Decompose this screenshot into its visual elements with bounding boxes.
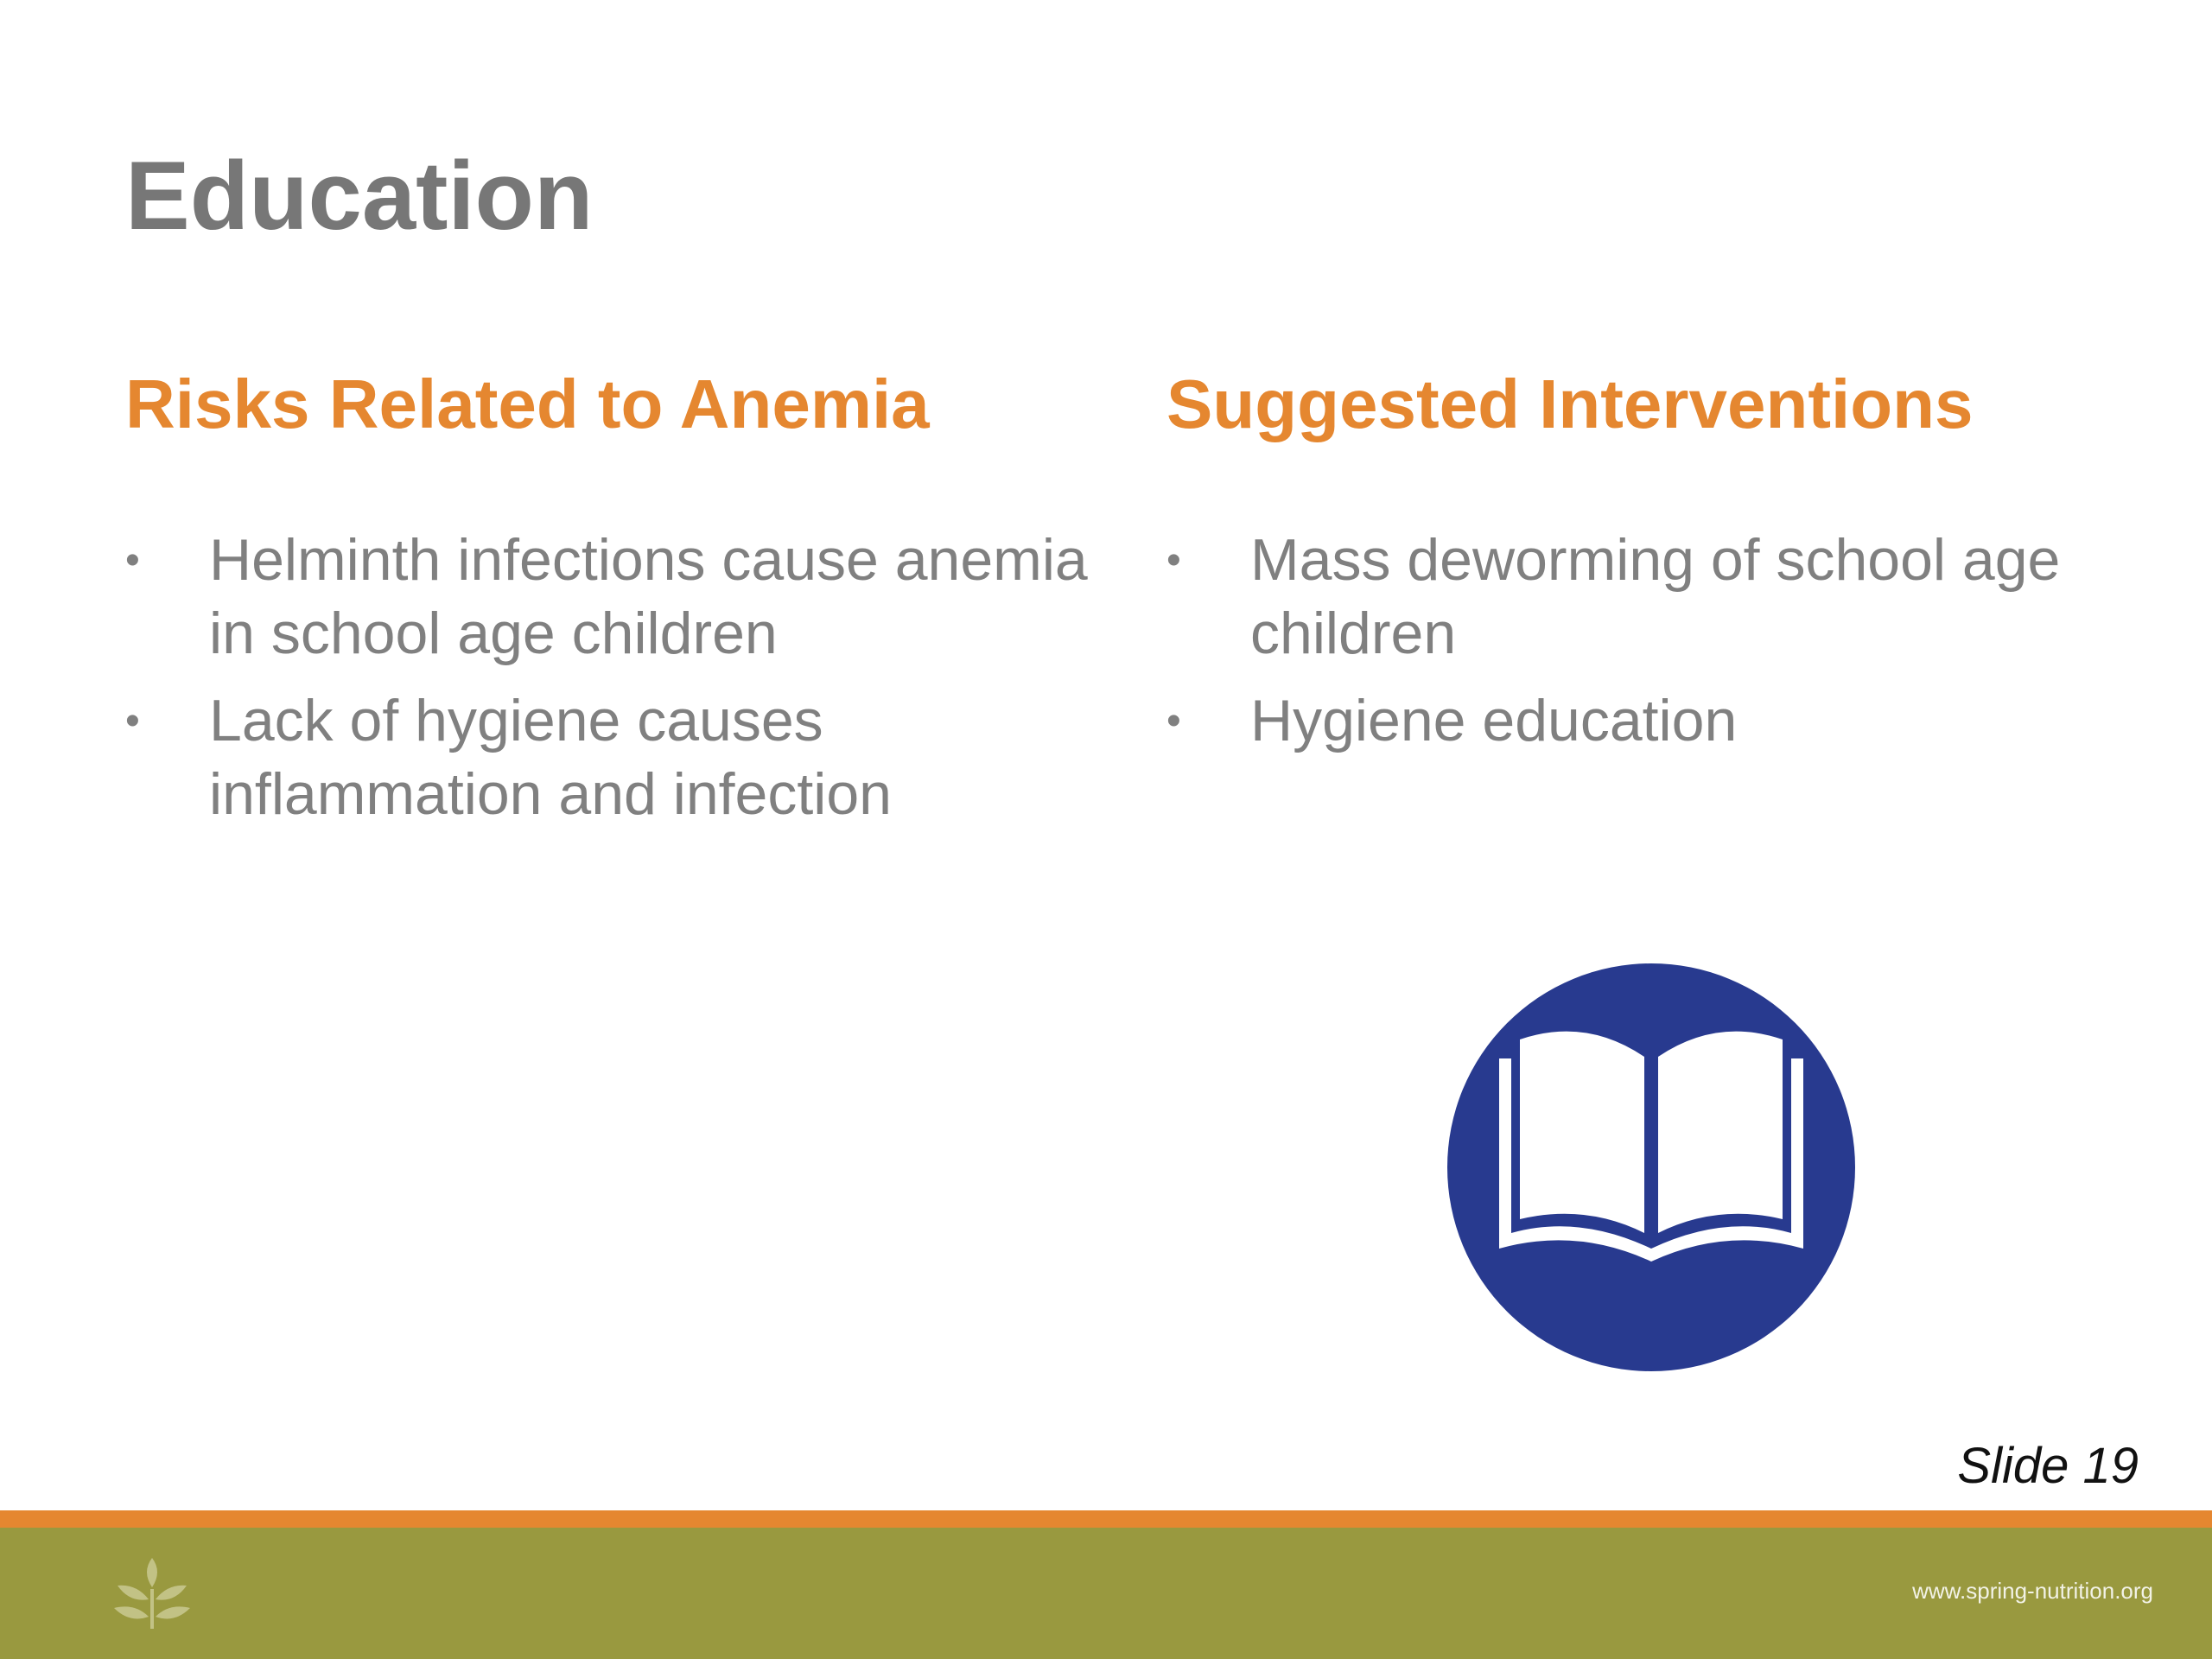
bullet-text: Mass deworming of school age children — [1250, 527, 2061, 666]
list-item — [125, 524, 1102, 671]
bullet-text: Lack of hygiene causes inflammation and infection — [209, 688, 893, 827]
left-bullet-list — [125, 524, 1102, 831]
leaf-logo-icon — [111, 1551, 194, 1634]
bullet-dot-icon: • — [1166, 537, 1181, 583]
left-column — [125, 363, 1102, 845]
slide-title: Education — [125, 142, 594, 250]
list-item — [1166, 684, 2160, 758]
slide-number: Slide 19 — [1957, 1438, 2139, 1494]
right-column — [1166, 363, 2160, 772]
footer-url[interactable]: www.spring-nutrition.org — [1912, 1578, 2153, 1604]
list-item — [125, 684, 1102, 831]
right-bullet-list — [1166, 524, 2160, 758]
open-book-icon — [1447, 963, 1855, 1371]
bullet-text: Hygiene education — [1250, 688, 1738, 753]
footer-band — [0, 1528, 2212, 1659]
right-column-heading: Suggested Interventions — [1166, 365, 1974, 442]
bullet-dot-icon: • — [1166, 698, 1181, 744]
footer-accent-stripe — [0, 1510, 2212, 1528]
left-column-heading: Risks Related to Anemia — [125, 365, 930, 442]
bullet-text: Helminth infections cause anemia in school age children — [209, 527, 1088, 666]
list-item — [1166, 524, 2160, 671]
bullet-dot-icon: • — [125, 537, 140, 583]
bullet-dot-icon: • — [125, 698, 140, 744]
